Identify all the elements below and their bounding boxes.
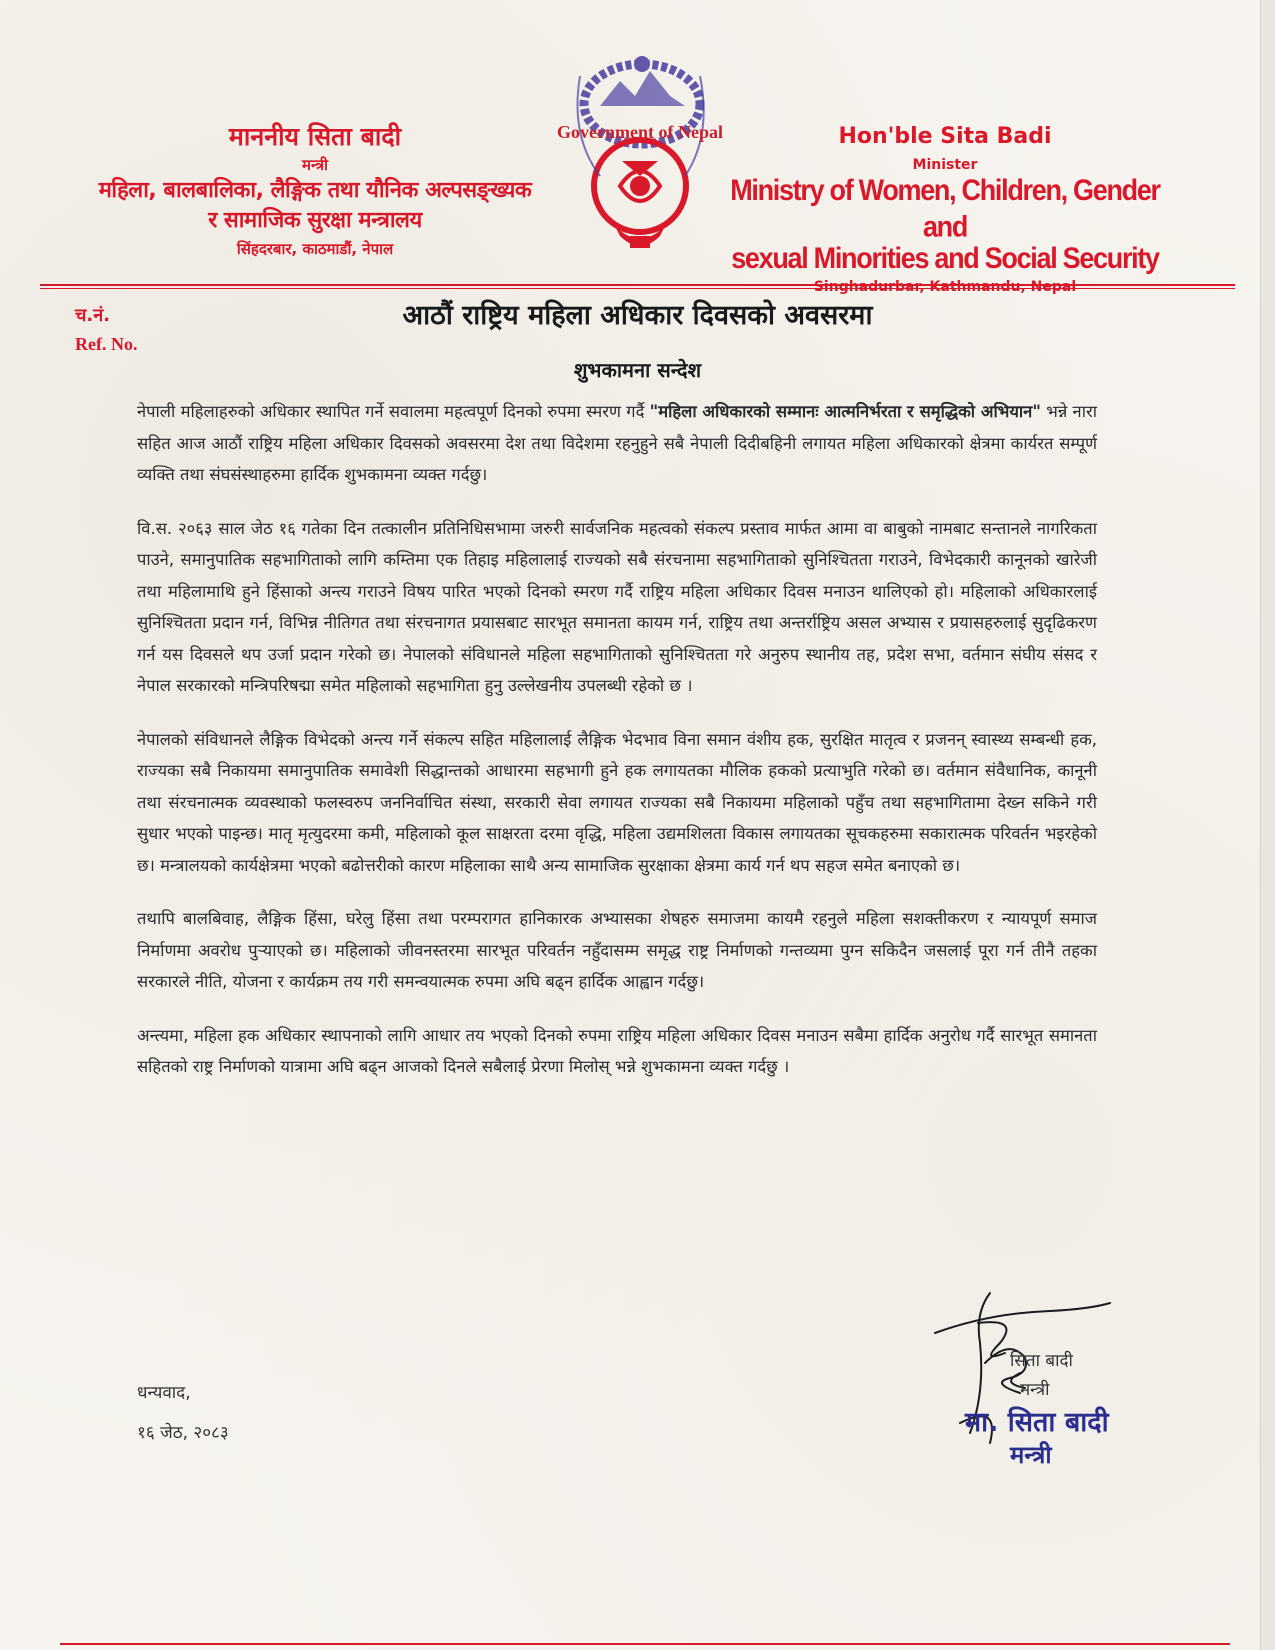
- header-right: [715, 120, 1175, 299]
- letter-title: आठौं राष्ट्रिय महिला अधिकार दिवसको अवसरमा: [402, 300, 873, 331]
- ministry-name-np-line1: महिला, बालबालिका, लैङ्गिक तथा यौनिक अल्पसङ्ख्यक: [98, 178, 532, 203]
- paragraph-1: [137, 396, 1097, 491]
- letter-subtitle: शुभकामना सन्देश: [573, 358, 702, 382]
- ministry-name-en-line1: Ministry of Women, Children, Gender and: [730, 173, 1160, 244]
- ref-label-np: च.नं.: [75, 305, 111, 326]
- address-np: सिंहदरबार, काठमाडौं, नेपाल: [236, 240, 394, 258]
- paragraph-4: तथापि बालबिवाह, लैङ्गिक हिंसा, घरेलु हिंसा तथा परम्परागत हानिकारक अभ्यासका शेषहरु समाजमा कायमै रहनुले महिला सशक्तीकरण र न्यायपूर्ण समाज निर्माणमा अवरोध पुऱ्याएको छ। महिलाको जीवनस्तरमा सारभूत परिवर्तन नहुँदासम्म समृद्ध राष्ट्र निर्माणको गन्तव्यमा पुग्न सकिदैन जसलाई पूरा गर्न तीनै तहका सरकारले नीति, योजना र कार्यक्रम तय गरी समन्वयात्मक रुपमा अघि बढ्न हार्दिक आह्वान गर्दछु।: [137, 909, 1097, 991]
- letter-date: १६ जेठ, २०८३: [137, 1423, 229, 1443]
- paragraph-2: वि.स. २०६३ साल जेठ १६ गतेका दिन तत्कालीन प्रतिनिधिसभामा जरुरी सार्वजनिक महत्वको संकल्प प्रस्ताव मार्फत आमा वा बाबुको नामबाट सन्तानले नागरिकता पाउने, समानुपातिक सहभागिताको लागि कम्तिमा एक तिहाइ महिलालाई राज्यको सबै संरचनामा सहभागिताको सुनिश्चितता गराउने, विभेदकारी कानूनको खारेजी तथा महिलामाथि हुने हिंसाको अन्त्य गराउने विषय पारित भएको दिनको स्मरण गर्दै राष्ट्रिय महिला अधिकार दिवस मनाउन थालिएको हो। महिलाको अधिकारलाई सुनिश्चितता प्रदान गर्न, विभिन्न नीतिगत तथा संरचनागत प्रयासबाट सारभूत समानता कायम गर्न, राष्ट्रिय तथा अन्तर्राष्ट्रिय असल अभ्यास र प्रयासहरुलाई सुदृढिकरण गर्न यस दिवसले थप उर्जा प्रदान गरेको छ। नेपालको संविधानले महिला सहभागिताको सुनिश्चितता गरे अनुरुप स्थानीय तह, प्रदेश सभा, वर्तमान संघीय संसद र नेपाल सरकारको मन्त्रिपरिषद्मा समेत महिलाको सहभागिता हुनु उल्लेखनीय उपलब्धी रहेको छ ।: [137, 518, 1097, 695]
- header-divider-thin: [40, 288, 1235, 289]
- footer-divider: [60, 1643, 1230, 1645]
- header-divider: [40, 284, 1235, 286]
- government-of-nepal-label: Government of Nepal: [557, 122, 723, 142]
- thanks-text: धन्यवाद,: [137, 1383, 191, 1403]
- stamp-name: मा. सिता बादी: [965, 1407, 1109, 1438]
- p1-slogan: "महिला अधिकारको सम्मानः आत्मनिर्भरता र समृद्धिको अभियान": [649, 402, 1041, 421]
- government-emblem-icon: [560, 36, 720, 271]
- minister-name-np: माननीय सिता बादी: [228, 122, 402, 151]
- minister-title-en: Minister: [912, 157, 978, 173]
- p1-rest: भन्ने नारा सहित आज आठौं राष्ट्रिय महिला अधिकार दिवसको अवसरमा देश तथा विदेशमा रहनुहुने सबै नेपाली दिदीबहिनी लगायत महिला अधिकारको क्षेत्रमा कार्यरत सम्पूर्ण व्यक्ति तथा संघसंस्थाहरुमा हार्दिक शुभकामना व्यक्त गर्दछु।: [137, 402, 1097, 484]
- p1-intro: नेपाली महिलाहरुको अधिकार स्थापित गर्ने सवालमा महत्वपूर्ण दिनको रुपमा स्मरण गर्दै: [137, 402, 645, 421]
- ministry-name-np-line2: र सामाजिक सुरक्षा मन्त्रालय: [208, 208, 422, 233]
- minister-name-en: Hon'ble Sita Badi: [838, 124, 1052, 149]
- signature-title: मन्त्री: [1020, 1380, 1050, 1400]
- ministry-name-en-line2: sexual Minorities and Social Security: [731, 241, 1159, 275]
- paragraph-3: नेपालको संविधानले लैङ्गिक विभेदको अन्त्य गर्ने संकल्प सहित महिलालाई लैङ्गिक भेदभाव विना समान वंशीय हक, सुरक्षित मातृत्व र प्रजनन् स्वास्थ्य सम्बन्धी हक, राज्यका सबै निकायमा समानुपातिक समावेशी सिद्धान्तको आधारमा सहभागी हुने हक लगायतका मौलिक हकको प्रत्याभुति गरेको छ। वर्तमान संवैधानिक, कानूनी तथा संरचनात्मक व्यवस्थाको फलस्वरुप जननिर्वाचित संस्था, सरकारी सेवा लगायत राज्यका सबै निकायमा महिलाको पहुँच तथा सहभागितामा देख्न सकिने गरी सुधार भएको पाइन्छ। मातृ मृत्युदरमा कमी, महिलाको कूल साक्षरता दरमा वृद्धि, महिला उद्यमशिलता विकास लगायतका सूचकहरुमा सकारात्मक परिवर्तन भइरहेको छ। मन्त्रालयको कार्यक्षेत्रमा भएको बढोत्तरीको कारण महिलाका साथै अन्य सामाजिक सुरक्षाका क्षेत्रमा कार्य गर्न थप सहज समेत बनाएको छ।: [137, 729, 1097, 875]
- paragraph-5: अन्त्यमा, महिला हक अधिकार स्थापनाको लागि आधार तय भएको दिनको रुपमा राष्ट्रिय महिला अधिकार दिवस मनाउन सबैमा हार्दिक अनुरोध गर्दै सारभूत समानता सहितको राष्ट्र निर्माणको यात्रामा अघि बढ्न आजको दिनले सबैलाई प्रेरणा मिलोस् भन्ने शुभकामना व्यक्त गर्दछु ।: [137, 1025, 1097, 1076]
- address-en: Singhadurbar, Kathmandu, Nepal: [813, 279, 1077, 295]
- closing-block: [137, 1373, 229, 1453]
- scan-edge: [1260, 0, 1275, 1650]
- minister-title-np: मन्त्री: [301, 156, 328, 174]
- stamp-title: मन्त्री: [1010, 1441, 1052, 1469]
- header-left: [70, 120, 560, 262]
- signature-name: सिता बादी: [1010, 1351, 1073, 1371]
- letter-body: [137, 396, 1097, 1105]
- ref-label-en: Ref. No.: [75, 334, 138, 354]
